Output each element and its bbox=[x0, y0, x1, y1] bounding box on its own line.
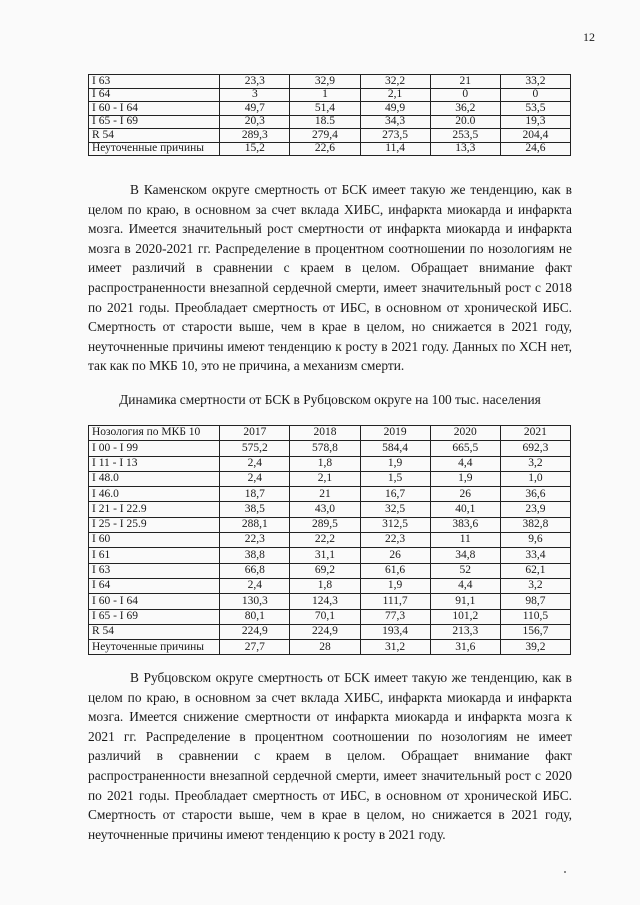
value-cell: 70,1 bbox=[290, 609, 360, 624]
table-row bbox=[89, 517, 571, 532]
value-cell: 39,2 bbox=[500, 640, 570, 655]
row-label-cell: I 60 bbox=[89, 533, 220, 548]
column-header: Нозология по МКБ 10 bbox=[89, 426, 220, 441]
value-cell: 80,1 bbox=[220, 609, 290, 624]
value-cell: 38,5 bbox=[220, 502, 290, 517]
value-cell: 20,3 bbox=[220, 115, 290, 129]
value-cell: 32,9 bbox=[290, 75, 360, 89]
value-cell: 665,5 bbox=[430, 441, 500, 456]
value-cell: 27,7 bbox=[220, 640, 290, 655]
value-cell: 33,4 bbox=[500, 548, 570, 563]
value-cell: 62,1 bbox=[500, 563, 570, 578]
value-cell: 3 bbox=[220, 88, 290, 102]
value-cell: 1,8 bbox=[290, 578, 360, 593]
table-top bbox=[88, 74, 571, 156]
table-row bbox=[89, 441, 571, 456]
row-label-cell: I 11 - I 13 bbox=[89, 456, 220, 471]
value-cell: 31,2 bbox=[360, 640, 430, 655]
column-header: 2018 bbox=[290, 426, 360, 441]
table-row bbox=[89, 115, 571, 129]
value-cell: 3,2 bbox=[500, 578, 570, 593]
table-row bbox=[89, 487, 571, 502]
value-cell: 20.0 bbox=[430, 115, 500, 129]
value-cell: 34,8 bbox=[430, 548, 500, 563]
value-cell: 1,9 bbox=[430, 471, 500, 486]
value-cell: 98,7 bbox=[500, 594, 570, 609]
value-cell: 2,4 bbox=[220, 456, 290, 471]
value-cell: 288,1 bbox=[220, 517, 290, 532]
column-header: 2020 bbox=[430, 426, 500, 441]
value-cell: 0 bbox=[430, 88, 500, 102]
value-cell: 22,3 bbox=[360, 533, 430, 548]
table-row bbox=[89, 456, 571, 471]
value-cell: 2,4 bbox=[220, 578, 290, 593]
value-cell: 584,4 bbox=[360, 441, 430, 456]
value-cell: 21 bbox=[290, 487, 360, 502]
table-row bbox=[89, 594, 571, 609]
value-cell: 253,5 bbox=[430, 129, 500, 143]
table-row bbox=[89, 609, 571, 624]
value-cell: 692,3 bbox=[500, 441, 570, 456]
value-cell: 4,4 bbox=[430, 456, 500, 471]
value-cell: 9,6 bbox=[500, 533, 570, 548]
value-cell: 66,8 bbox=[220, 563, 290, 578]
table-row bbox=[89, 471, 571, 486]
value-cell: 0 bbox=[500, 88, 570, 102]
value-cell: 16,7 bbox=[360, 487, 430, 502]
value-cell: 312,5 bbox=[360, 517, 430, 532]
value-cell: 11,4 bbox=[360, 142, 430, 156]
value-cell: 289,5 bbox=[290, 517, 360, 532]
row-label-cell: I 65 - I 69 bbox=[89, 609, 220, 624]
value-cell: 22,6 bbox=[290, 142, 360, 156]
column-header: 2021 bbox=[500, 426, 570, 441]
table-row bbox=[89, 88, 571, 102]
row-label-cell: Неуточенные причины bbox=[89, 640, 220, 655]
value-cell: 21 bbox=[430, 75, 500, 89]
value-cell: 61,6 bbox=[360, 563, 430, 578]
value-cell: 23,3 bbox=[220, 75, 290, 89]
value-cell: 289,3 bbox=[220, 129, 290, 143]
value-cell: 273,5 bbox=[360, 129, 430, 143]
column-header: 2019 bbox=[360, 426, 430, 441]
value-cell: 28 bbox=[290, 640, 360, 655]
value-cell: 1,9 bbox=[360, 578, 430, 593]
value-cell: 24,6 bbox=[500, 142, 570, 156]
value-cell: 77,3 bbox=[360, 609, 430, 624]
row-label-cell: I 60 - I 64 bbox=[89, 102, 220, 116]
value-cell: 224,9 bbox=[290, 624, 360, 639]
row-label-cell: I 00 - I 99 bbox=[89, 441, 220, 456]
value-cell: 22,2 bbox=[290, 533, 360, 548]
value-cell: 32,2 bbox=[360, 75, 430, 89]
value-cell: 279,4 bbox=[290, 129, 360, 143]
value-cell: 34,3 bbox=[360, 115, 430, 129]
value-cell: 2,1 bbox=[360, 88, 430, 102]
row-label-cell: I 60 - I 64 bbox=[89, 594, 220, 609]
value-cell: 26 bbox=[430, 487, 500, 502]
value-cell: 1 bbox=[290, 88, 360, 102]
table-row bbox=[89, 624, 571, 639]
row-label-cell: I 64 bbox=[89, 88, 220, 102]
value-cell: 1,9 bbox=[360, 456, 430, 471]
value-cell: 13,3 bbox=[430, 142, 500, 156]
value-cell: 40,1 bbox=[430, 502, 500, 517]
row-label-cell: I 25 - I 25.9 bbox=[89, 517, 220, 532]
table-header-row bbox=[89, 426, 571, 441]
value-cell: 130,3 bbox=[220, 594, 290, 609]
value-cell: 38,8 bbox=[220, 548, 290, 563]
value-cell: 575,2 bbox=[220, 441, 290, 456]
value-cell: 36,2 bbox=[430, 102, 500, 116]
table-row bbox=[89, 533, 571, 548]
value-cell: 11 bbox=[430, 533, 500, 548]
value-cell: 4,4 bbox=[430, 578, 500, 593]
row-label-cell: I 63 bbox=[89, 75, 220, 89]
value-cell: 49,7 bbox=[220, 102, 290, 116]
row-label-cell: R 54 bbox=[89, 129, 220, 143]
paragraph-rubtsovsky: В Рубцовском округе смертность от БСК имеет такую же тенденцию, как в целом по краю, в основном за счет вклада ХИБС, инфаркта миокарда и инфаркта мозга. Имеется снижение смертности от инфаркта миокарда и инфаркта мозга к 2021 гг. Распределение в процентном соотношении по нозологиям не имеет различий в сравнении с краем в целом. Обращает внимание факт распространенности внезапной сердечной смерти, имеет значительный рост с 2020 по 2021 годы. Преобладает смертность от ИБС, в основном от хронической ИБС. Смертность от старости выше, чем в крае в целом, но снижается в 2021 году, неуточненные причины имеют тенденцию к росту в 2021 году. bbox=[88, 670, 572, 842]
row-label-cell: I 46.0 bbox=[89, 487, 220, 502]
table-row bbox=[89, 502, 571, 517]
value-cell: 31,1 bbox=[290, 548, 360, 563]
value-cell: 22,3 bbox=[220, 533, 290, 548]
value-cell: 26 bbox=[360, 548, 430, 563]
page-number: 12 bbox=[583, 30, 595, 44]
table-row bbox=[89, 129, 571, 143]
value-cell: 1,8 bbox=[290, 456, 360, 471]
value-cell: 49,9 bbox=[360, 102, 430, 116]
value-cell: 578,8 bbox=[290, 441, 360, 456]
table-caption: Динамика смертности от БСК в Рубцовском округе на 100 тыс. населения bbox=[119, 392, 541, 407]
value-cell: 2,4 bbox=[220, 471, 290, 486]
row-label-cell: Неуточенные причины bbox=[89, 142, 220, 156]
row-label-cell: I 48.0 bbox=[89, 471, 220, 486]
table-row bbox=[89, 548, 571, 563]
value-cell: 36,6 bbox=[500, 487, 570, 502]
value-cell: 383,6 bbox=[430, 517, 500, 532]
row-label-cell: I 63 bbox=[89, 563, 220, 578]
table-row bbox=[89, 142, 571, 156]
value-cell: 204,4 bbox=[500, 129, 570, 143]
value-cell: 91,1 bbox=[430, 594, 500, 609]
value-cell: 193,4 bbox=[360, 624, 430, 639]
value-cell: 101,2 bbox=[430, 609, 500, 624]
table-row bbox=[89, 640, 571, 655]
stray-mark bbox=[564, 871, 566, 873]
value-cell: 31,6 bbox=[430, 640, 500, 655]
value-cell: 124,3 bbox=[290, 594, 360, 609]
value-cell: 110,5 bbox=[500, 609, 570, 624]
value-cell: 32,5 bbox=[360, 502, 430, 517]
value-cell: 224,9 bbox=[220, 624, 290, 639]
value-cell: 2,1 bbox=[290, 471, 360, 486]
column-header: 2017 bbox=[220, 426, 290, 441]
value-cell: 53,5 bbox=[500, 102, 570, 116]
value-cell: 51,4 bbox=[290, 102, 360, 116]
table-row bbox=[89, 102, 571, 116]
value-cell: 33,2 bbox=[500, 75, 570, 89]
row-label-cell: I 21 - I 22.9 bbox=[89, 502, 220, 517]
value-cell: 23,9 bbox=[500, 502, 570, 517]
table-row bbox=[89, 563, 571, 578]
value-cell: 111,7 bbox=[360, 594, 430, 609]
table-row bbox=[89, 578, 571, 593]
value-cell: 3,2 bbox=[500, 456, 570, 471]
value-cell: 52 bbox=[430, 563, 500, 578]
row-label-cell: I 61 bbox=[89, 548, 220, 563]
value-cell: 15,2 bbox=[220, 142, 290, 156]
value-cell: 1,5 bbox=[360, 471, 430, 486]
value-cell: 213,3 bbox=[430, 624, 500, 639]
value-cell: 156,7 bbox=[500, 624, 570, 639]
value-cell: 43,0 bbox=[290, 502, 360, 517]
value-cell: 382,8 bbox=[500, 517, 570, 532]
row-label-cell: R 54 bbox=[89, 624, 220, 639]
row-label-cell: I 64 bbox=[89, 578, 220, 593]
table-row bbox=[89, 75, 571, 89]
row-label-cell: I 65 - I 69 bbox=[89, 115, 220, 129]
value-cell: 1,0 bbox=[500, 471, 570, 486]
value-cell: 19,3 bbox=[500, 115, 570, 129]
value-cell: 69,2 bbox=[290, 563, 360, 578]
table-rubtsovsky bbox=[88, 425, 571, 655]
value-cell: 18,7 bbox=[220, 487, 290, 502]
paragraph-kamensky: В Каменском округе смертность от БСК имеет такую же тенденцию, как в целом по краю, в основном за счет вклада ХИБС, инфаркта миокарда и инфаркта мозга. Имеется значительный рост смертности от инфаркта миокарда и инфаркта мозга в 2020-2021 гг. Распределение в процентном соотношении по нозологиям не имеет различий в сравнении с краем в целом. Обращает внимание факт распространенности внезапной сердечной смерти, имеет значительный рост с 2018 по 2021 годы. Преобладает смертность от ИБС, в основном от хронической ИБС. Смертность от старости выше, чем в крае в целом, но снижается в 2021 году, неуточненные причины имеют тенденцию к росту в 2021 году. Данных по ХСН нет, так как по МКБ 10, это не причина, а механизм смерти. bbox=[88, 182, 572, 374]
value-cell: 18.5 bbox=[290, 115, 360, 129]
